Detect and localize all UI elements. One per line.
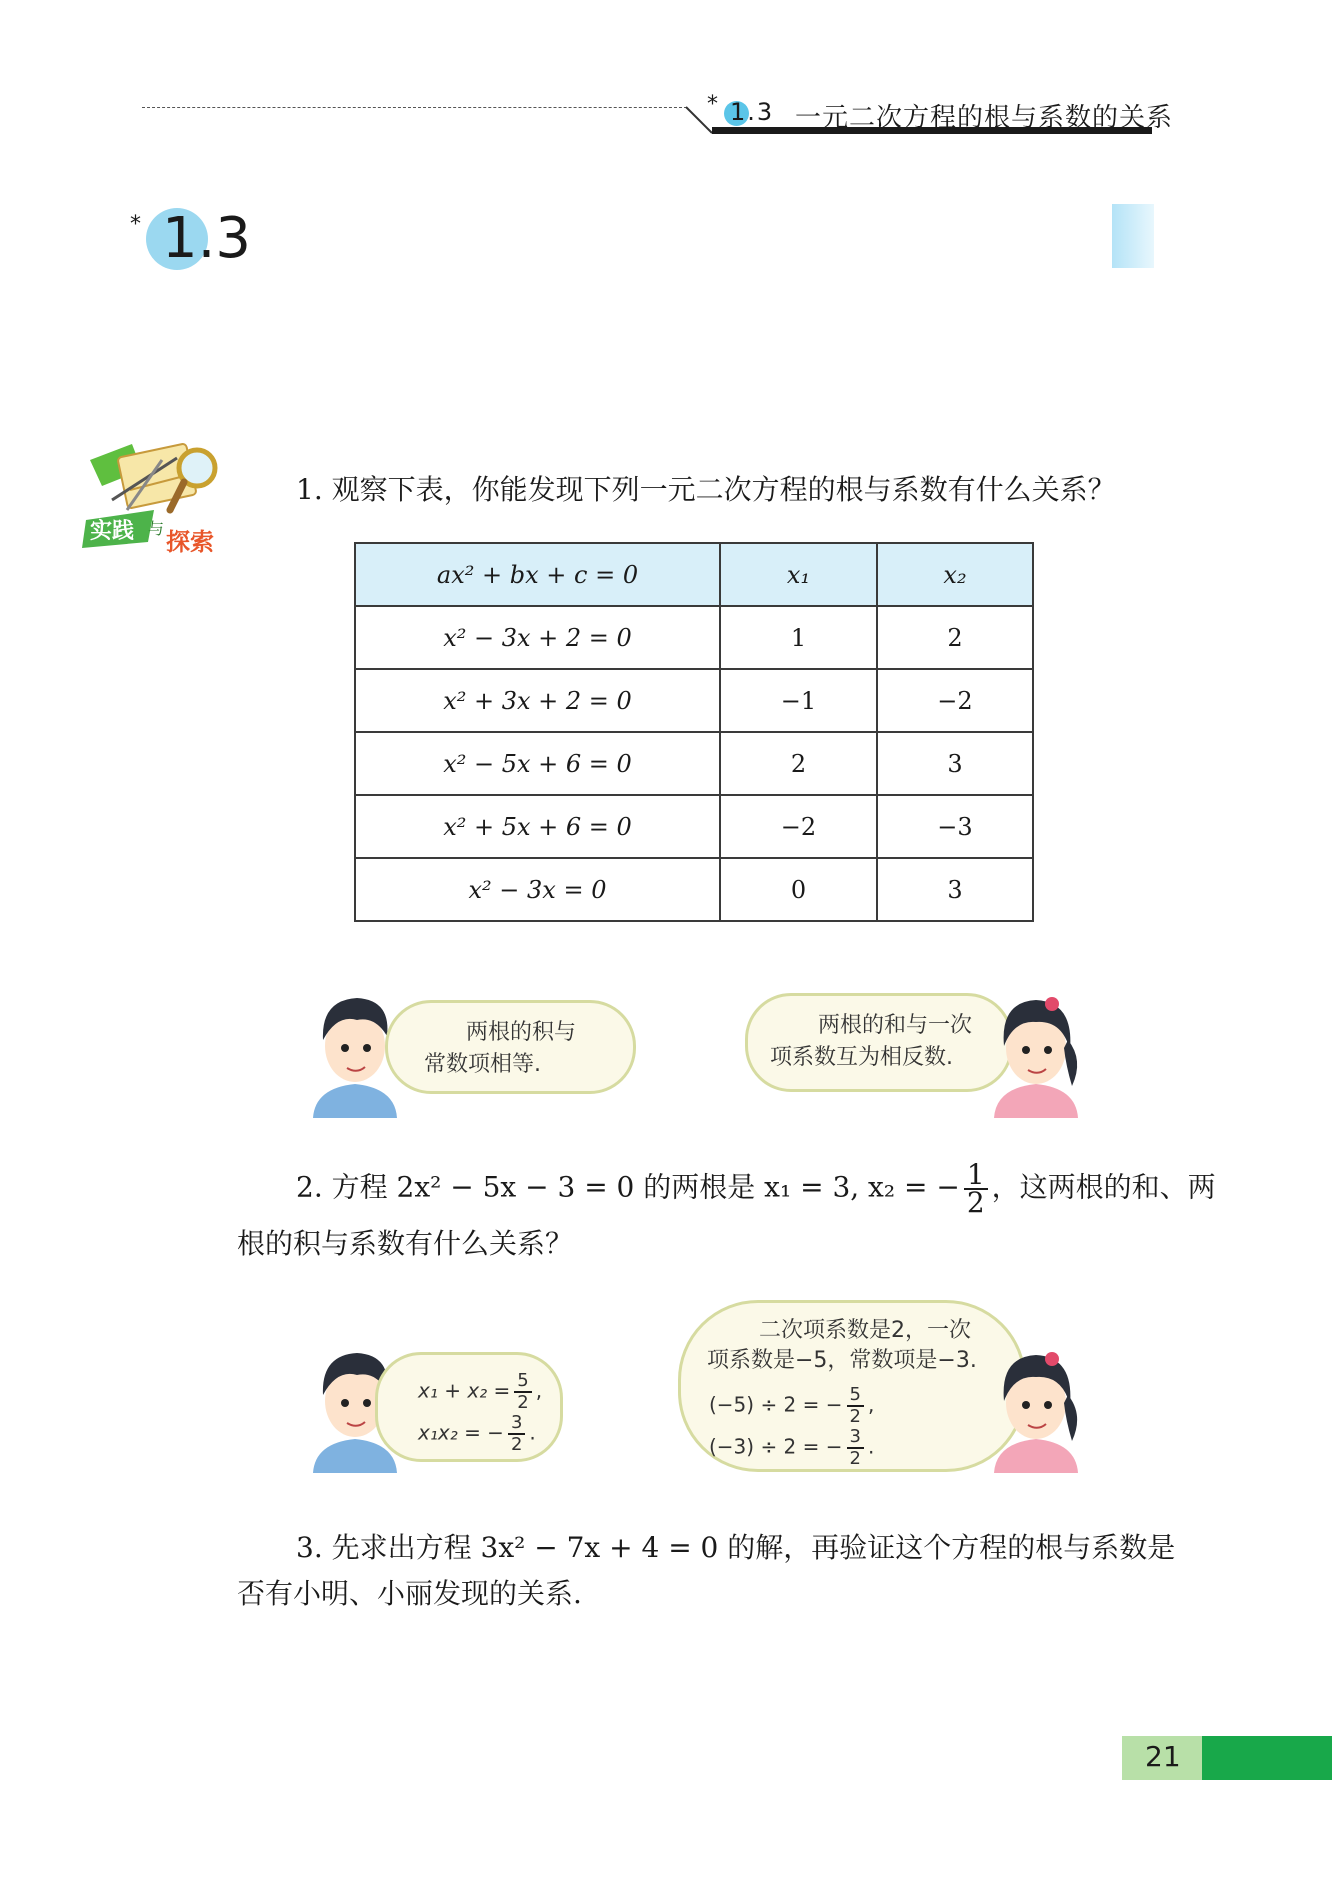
fraction-denominator: 2 <box>966 1186 985 1219</box>
girl-character-illustration <box>986 1345 1086 1473</box>
table-cell-x2: −2 <box>877 669 1033 732</box>
practice-label-join: 与 <box>148 519 165 538</box>
speech-bubble-boy-1 <box>385 1000 636 1094</box>
page-number-bar <box>1202 1736 1332 1780</box>
table-row <box>355 606 1033 669</box>
table-cell-x1: 1 <box>720 606 877 669</box>
table-cell-x2: 2 <box>877 606 1033 669</box>
speech-bubble-boy-2 <box>375 1352 563 1462</box>
bubble-fraction: $\frac{3}{2}$ <box>847 1427 864 1469</box>
table-header-x1: x₁ <box>720 543 877 606</box>
table-header-equation: ax² + bx + c = 0 <box>355 543 720 606</box>
bubble-text-line: 常数项相等. <box>424 1052 541 1077</box>
header-section-title: 一元二次方程的根与系数的关系 <box>795 103 1174 133</box>
explore-label: 探索 <box>166 528 214 556</box>
bubble-math-line: (−3) ÷ 2 = − $\frac{3}{2}$ . <box>709 1426 875 1469</box>
section-number: 1.3 <box>162 206 252 271</box>
table-cell-x1: −2 <box>720 795 877 858</box>
bubble-math-line: x₁x₂ = − $\frac{3}{2}$ . <box>418 1412 536 1455</box>
table-cell-equation: x² − 3x + 2 = 0 <box>355 606 720 669</box>
bubble-math-line: x₁ + x₂ = $\frac{5}{2}$ , <box>418 1370 543 1413</box>
table-cell-x2: 3 <box>877 858 1033 921</box>
table-row <box>355 795 1033 858</box>
roots-coefficients-table <box>354 542 1034 922</box>
bubble-text-line: 两根的积与 <box>466 1020 577 1045</box>
question-2-line-1 <box>296 1158 1216 1219</box>
table-cell-equation: x² − 3x = 0 <box>355 858 720 921</box>
bubble-math-line: (−5) ÷ 2 = − $\frac{5}{2}$ , <box>709 1384 875 1427</box>
page-number: 21 <box>1145 1740 1181 1773</box>
header-section-number: 1.3 <box>730 98 775 126</box>
question-2-text: 2. 方程 2x² − 5x − 3 = 0 的两根是 x₁ = 3, x₂ = − <box>296 1170 960 1204</box>
speech-bubble-girl-2 <box>678 1300 1026 1472</box>
table-header-row <box>355 543 1033 606</box>
table-row <box>355 669 1033 732</box>
bubble-fraction: $\frac{3}{2}$ <box>508 1413 525 1455</box>
question-2-fraction <box>964 1158 988 1219</box>
section-color-tab <box>1112 204 1154 268</box>
table-row <box>355 858 1033 921</box>
table-cell-equation: x² − 5x + 6 = 0 <box>355 732 720 795</box>
table-cell-x2: 3 <box>877 732 1033 795</box>
bubble-fraction: $\frac{5}{2}$ <box>514 1371 531 1413</box>
bubble-fraction: $\frac{5}{2}$ <box>847 1385 864 1427</box>
bubble-text-line: 项系数是−5，常数项是−3. <box>707 1348 977 1373</box>
practice-label: 实践 <box>90 519 135 544</box>
fraction-numerator: 1 <box>964 1162 988 1190</box>
table-cell-equation: x² + 3x + 2 = 0 <box>355 669 720 732</box>
table-cell-x2: −3 <box>877 795 1033 858</box>
bubble-text-line: 项系数互为相反数. <box>770 1045 953 1070</box>
header-dashed-rule <box>142 107 687 108</box>
bubble-text-line: 两根的和与一次 <box>818 1013 973 1038</box>
question-1: 1. 观察下表，你能发现下列一元二次方程的根与系数有什么关系？ <box>296 473 1116 506</box>
bubble-text-line: 二次项系数是2，一次 <box>759 1318 971 1343</box>
speech-bubble-girl-1 <box>745 993 1013 1092</box>
girl-character-illustration <box>986 990 1086 1118</box>
question-3-line-1: 3. 先求出方程 3x² − 7x + 4 = 0 的解，再验证这个方程的根与系数是 <box>296 1531 1176 1564</box>
question-3-line-2: 否有小明、小丽发现的关系. <box>237 1577 582 1610</box>
question-2-line-2: 根的积与系数有什么关系？ <box>237 1227 574 1260</box>
table-cell-x1: −1 <box>720 669 877 732</box>
table-cell-equation: x² + 5x + 6 = 0 <box>355 795 720 858</box>
question-2-text: ，这两根的和、两 <box>991 1170 1216 1204</box>
section-star-icon: * <box>130 212 141 237</box>
table-header-x2: x₂ <box>877 543 1033 606</box>
table-cell-x1: 2 <box>720 732 877 795</box>
header-star-icon: * <box>707 92 718 117</box>
practice-explore-icon <box>82 430 232 570</box>
table-row <box>355 732 1033 795</box>
table-cell-x1: 0 <box>720 858 877 921</box>
